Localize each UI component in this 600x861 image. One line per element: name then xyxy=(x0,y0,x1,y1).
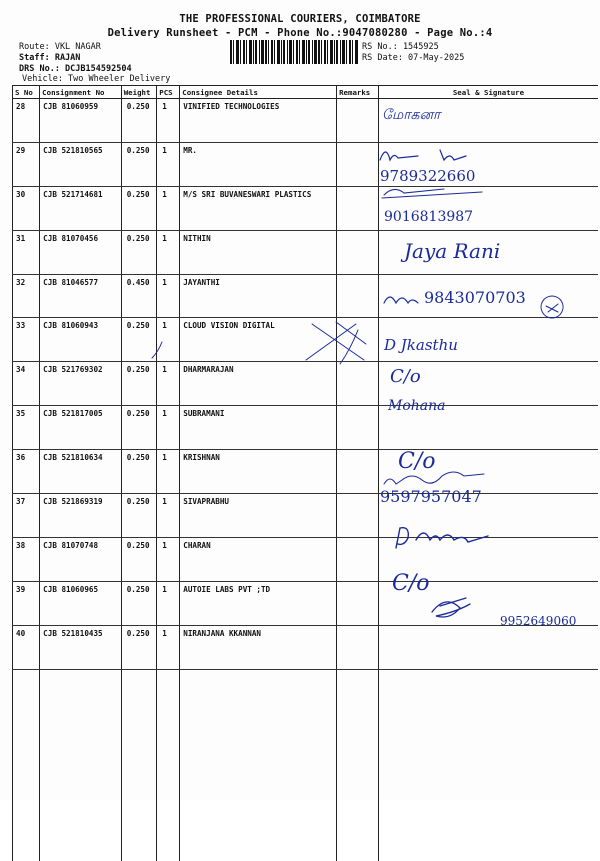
table-header-row xyxy=(13,86,599,99)
row-remarks xyxy=(337,581,379,625)
blank-row xyxy=(13,669,599,861)
row-sno: 35 xyxy=(13,406,40,450)
row-consignment-no: CJB 521810565 xyxy=(40,142,122,186)
col-sno: S No xyxy=(13,86,40,99)
row-weight: 0.250 xyxy=(121,318,157,362)
row-remarks xyxy=(337,494,379,538)
row-sno: 28 xyxy=(13,99,40,143)
row-consignee: NITHIN xyxy=(180,230,337,274)
table-row xyxy=(13,274,599,318)
barcode-graphic xyxy=(230,40,358,64)
phone-row-30: 9016813987 xyxy=(384,209,474,225)
runsheet-table xyxy=(12,85,598,861)
table-row xyxy=(13,186,599,230)
table-row xyxy=(13,406,599,450)
rs-number: RS No.: 1545925 xyxy=(362,42,439,52)
row-remarks xyxy=(337,142,379,186)
careof-row-39: C/o xyxy=(392,571,430,596)
signature-row-35: Mohana xyxy=(388,398,446,414)
staff-label: Staff: RAJAN xyxy=(19,53,81,63)
row-weight: 0.250 xyxy=(121,581,157,625)
drs-number: DRS No.: DCJB154592504 xyxy=(19,64,132,74)
row-weight: 0.250 xyxy=(121,186,157,230)
row-pcs: 1 xyxy=(157,537,180,581)
table-row xyxy=(13,99,599,143)
row-signature xyxy=(378,142,598,186)
row-weight: 0.250 xyxy=(121,230,157,274)
row-consignment-no: CJB 81070748 xyxy=(40,537,122,581)
row-consignee: CLOUD VISION DIGITAL xyxy=(180,318,337,362)
row-consignment-no: CJB 521714681 xyxy=(40,186,122,230)
row-sno: 34 xyxy=(13,362,40,406)
row-consignment-no: CJB 521810634 xyxy=(40,450,122,494)
row-consignment-no: CJB 81070456 xyxy=(40,230,122,274)
row-signature xyxy=(378,625,598,669)
row-sno: 30 xyxy=(13,186,40,230)
row-pcs: 1 xyxy=(157,274,180,318)
row-consignee: AUTOIE LABS PVT ;TD xyxy=(180,581,337,625)
company-title: THE PROFESSIONAL COURIERS, COIMBATORE xyxy=(179,13,421,25)
row-consignee: SUBRAMANI xyxy=(180,406,337,450)
phone-row-32: 9843070703 xyxy=(424,288,526,307)
col-seal-signature: Seal & Signature xyxy=(378,86,598,99)
row-consignee: DHARMARAJAN xyxy=(180,362,337,406)
row-pcs: 1 xyxy=(157,186,180,230)
row-remarks xyxy=(337,362,379,406)
row-consignee: VINIFIED TECHNOLOGIES xyxy=(180,99,337,143)
row-remarks xyxy=(337,318,379,362)
row-signature xyxy=(378,318,598,362)
row-signature xyxy=(378,581,598,625)
table-row xyxy=(13,318,599,362)
table-row xyxy=(13,230,599,274)
row-pcs: 1 xyxy=(157,494,180,538)
row-consignment-no: CJB 81060965 xyxy=(40,581,122,625)
row-consignment-no: CJB 521817005 xyxy=(40,406,122,450)
row-remarks xyxy=(337,274,379,318)
row-remarks xyxy=(337,625,379,669)
row-weight: 0.250 xyxy=(121,537,157,581)
phone-row-37: 9597957047 xyxy=(380,487,482,506)
table-row xyxy=(13,450,599,494)
blank-cell xyxy=(378,669,598,861)
blank-cell xyxy=(157,669,180,861)
col-weight: Weight xyxy=(121,86,157,99)
col-pcs: PCS xyxy=(157,86,180,99)
careof-row-34: C/o xyxy=(390,366,421,387)
blank-cell xyxy=(40,669,122,861)
signature-row-31: Jaya Rani xyxy=(404,239,501,263)
col-remarks: Remarks xyxy=(337,86,379,99)
row-signature xyxy=(378,274,598,318)
row-sno: 33 xyxy=(13,318,40,362)
row-consignment-no: CJB 521869319 xyxy=(40,494,122,538)
table-row xyxy=(13,581,599,625)
runsheet-subtitle: Delivery Runsheet - PCM - Phone No.:9047080280 - Page No.:4 xyxy=(107,27,493,39)
row-sno: 32 xyxy=(13,274,40,318)
col-consignment: Consignment No xyxy=(40,86,122,99)
row-sno: 36 xyxy=(13,450,40,494)
row-pcs: 1 xyxy=(157,406,180,450)
row-remarks xyxy=(337,406,379,450)
blank-cell xyxy=(13,669,40,861)
row-weight: 0.250 xyxy=(121,362,157,406)
blank-cell xyxy=(337,669,379,861)
rs-date: RS Date: 07-May-2025 xyxy=(362,53,465,63)
row-weight: 0.250 xyxy=(121,142,157,186)
row-consignment-no: CJB 81060943 xyxy=(40,318,122,362)
row-signature xyxy=(378,186,598,230)
row-signature xyxy=(378,537,598,581)
row-pcs: 1 xyxy=(157,625,180,669)
row-consignee: KRISHNAN xyxy=(180,450,337,494)
row-pcs: 1 xyxy=(157,142,180,186)
row-sno: 31 xyxy=(13,230,40,274)
vehicle-label: Vehicle: Two Wheeler Delivery xyxy=(22,74,171,84)
table-row xyxy=(13,362,599,406)
row-pcs: 1 xyxy=(157,99,180,143)
table-row xyxy=(13,625,599,669)
row-consignment-no: CJB 81046577 xyxy=(40,274,122,318)
row-pcs: 1 xyxy=(157,450,180,494)
row-sno: 29 xyxy=(13,142,40,186)
careof-row-36: C/o xyxy=(398,449,436,474)
row-signature xyxy=(378,406,598,450)
phone-row-40: 9952649060 xyxy=(500,614,577,628)
table-row xyxy=(13,142,599,186)
row-weight: 0.250 xyxy=(121,494,157,538)
table-row xyxy=(13,494,599,538)
row-sno: 40 xyxy=(13,625,40,669)
row-remarks xyxy=(337,230,379,274)
row-signature xyxy=(378,450,598,494)
row-pcs: 1 xyxy=(157,230,180,274)
table-row xyxy=(13,537,599,581)
row-consignee: MR. xyxy=(180,142,337,186)
row-consignee: JAYANTHI xyxy=(180,274,337,318)
row-consignee: M/S SRI BUVANESWARI PLASTICS xyxy=(180,186,337,230)
blank-cell xyxy=(121,669,157,861)
row-weight: 0.250 xyxy=(121,406,157,450)
row-consignee: CHARAN xyxy=(180,537,337,581)
row-sno: 39 xyxy=(13,581,40,625)
row-pcs: 1 xyxy=(157,318,180,362)
row-consignment-no: CJB 81060959 xyxy=(40,99,122,143)
signature-row-28: மோகனா xyxy=(382,107,441,123)
row-remarks xyxy=(337,99,379,143)
row-signature xyxy=(378,494,598,538)
row-consignment-no: CJB 521810435 xyxy=(40,625,122,669)
row-remarks xyxy=(337,186,379,230)
row-weight: 0.250 xyxy=(121,450,157,494)
col-consignee: Consignee Details xyxy=(180,86,337,99)
row-weight: 0.250 xyxy=(121,99,157,143)
route-label: Route: VKL NAGAR xyxy=(19,42,101,52)
row-weight: 0.450 xyxy=(121,274,157,318)
row-signature xyxy=(378,99,598,143)
row-remarks xyxy=(337,450,379,494)
blank-cell xyxy=(180,669,337,861)
row-signature xyxy=(378,230,598,274)
row-remarks xyxy=(337,537,379,581)
row-sno: 38 xyxy=(13,537,40,581)
phone-row-29: 9789322660 xyxy=(380,167,476,185)
row-weight: 0.250 xyxy=(121,625,157,669)
row-consignee: NIRANJANA KKANNAN xyxy=(180,625,337,669)
row-pcs: 1 xyxy=(157,581,180,625)
row-sno: 37 xyxy=(13,494,40,538)
row-pcs: 1 xyxy=(157,362,180,406)
initials-row-34: D Jkasthu xyxy=(384,336,458,354)
row-consignee: SIVAPRABHU xyxy=(180,494,337,538)
row-signature xyxy=(378,362,598,406)
row-consignment-no: CJB 521769302 xyxy=(40,362,122,406)
